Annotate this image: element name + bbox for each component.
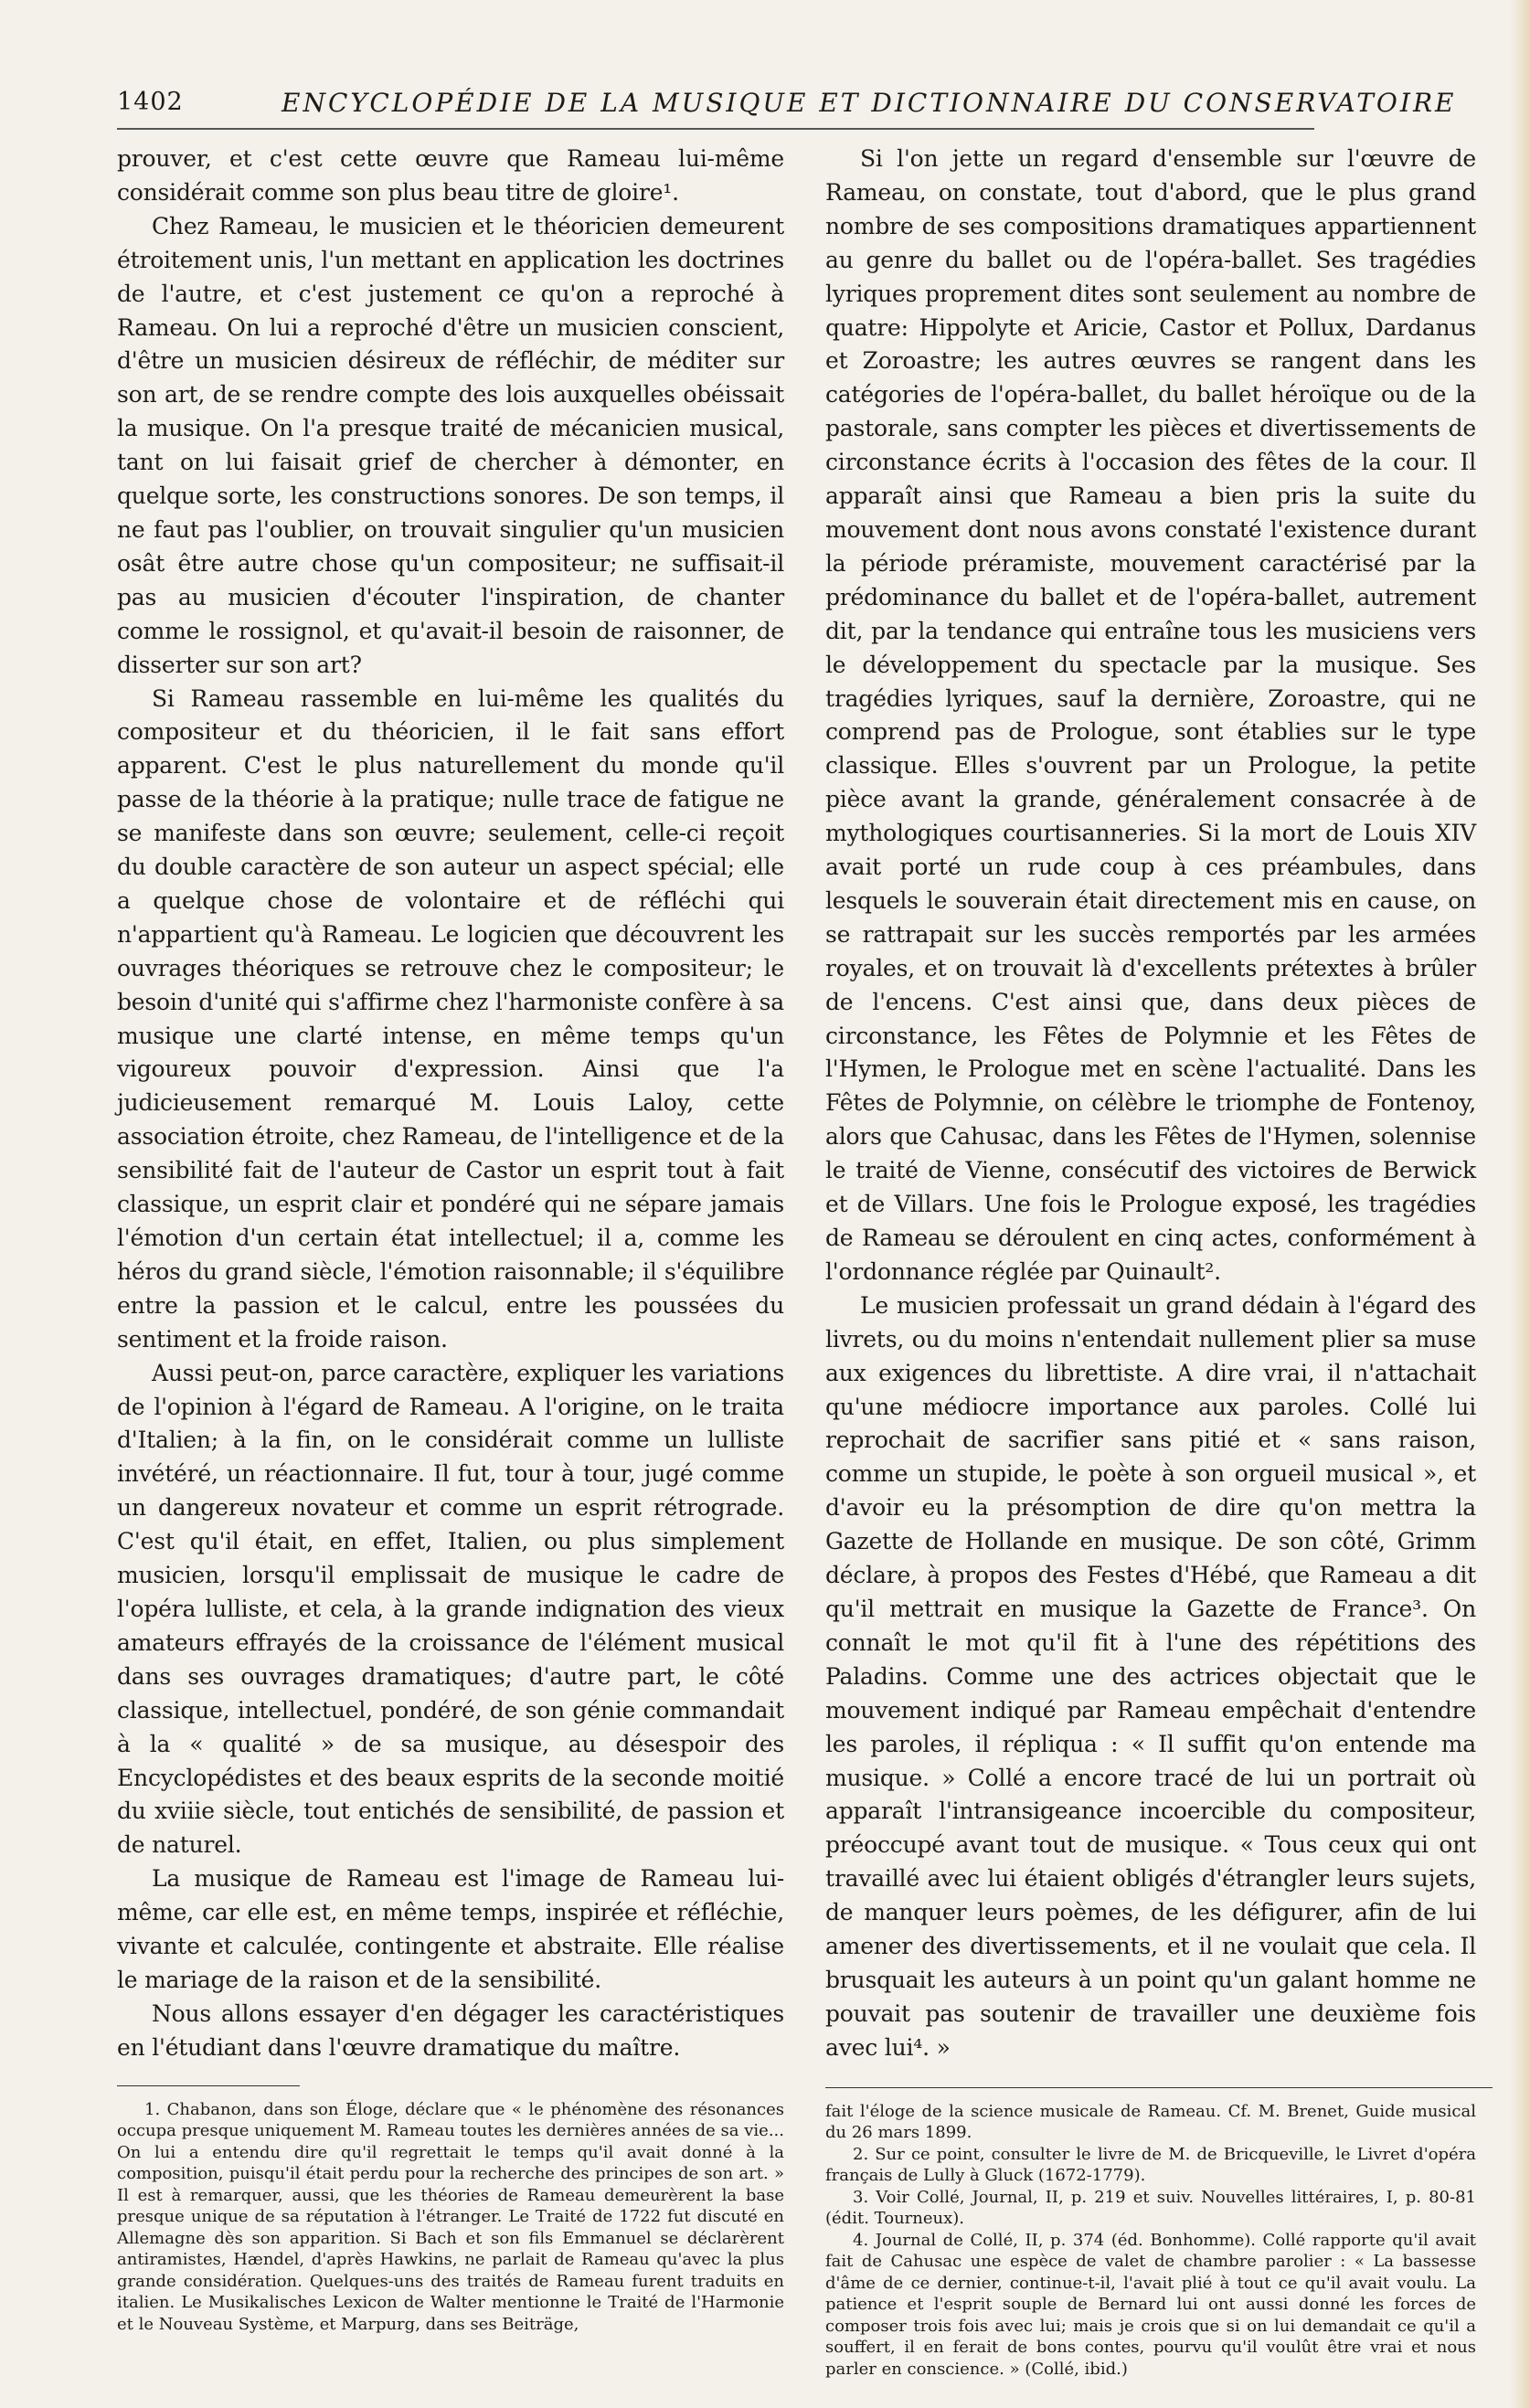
footnote-divider	[117, 2085, 300, 2086]
footnote: 1. Chabanon, dans son Éloge, déclare que « le phénomène des résonances occupa presque uniquement M. Rameau toutes les dernières années de sa vie... On lui a entendu dire qu'il regrettait le temps qu'il avait donné à la composition, puisqu'il était perdu pour la recherche des principes de son art. » Il est à remarquer, aussi, que les théories de Rameau demeurèrent la base presque unique de sa réputation à l'étranger. Le Traité de 1722 fut discuté en Allemagne dès son apparition. Si Bach et son fils Emmanuel se déclarèrent antiramistes, Hændel, d'après Hawkins, ne parlait de Rameau qu'avec la plus grande considération. Quelques-uns des traités de Rameau furent traduits en italien. Le Musikalisches Lexicon de Walter mentionne le Traité de l'Harmonie et le Nouveau Système, et Marpurg, dans ses Beiträge,	[117, 2099, 784, 2334]
left-footnotes	[117, 2099, 784, 2336]
paragraph: Aussi peut-on, parce caractère, expliquer les variations de l'opinion à l'égard de Rameau. A l'origine, on le traita d'Italien; à la fin, on le considérait comme un lulliste invétéré, un réactionnaire. Il fut, tour à tour, jugé comme un dangereux novateur et comme un esprit rétrograde. C'est qu'il était, en effet, Italien, ou plus simplement musicien, lorsqu'il emplissait de musique le cadre de l'opéra lulliste, et cela, à la grande indignation des vieux amateurs effrayés de la croissance de l'élément musical dans ses ouvrages dramatiques; d'autre part, le côté classique, intellectuel, pondéré, de son génie commandait à la « qualité » de sa musique, au désespoir des Encyclopédistes et des beaux esprits de la seconde moitié du xviiie siècle, tout entichés de sensibilité, de passion et de naturel.	[117, 1359, 784, 1859]
page-number: 1402	[117, 88, 184, 116]
paragraph: prouver, et c'est cette œuvre que Rameau lui-même considérait comme son plus beau titre de gloire¹.	[117, 145, 784, 206]
footnote-divider	[825, 2087, 1493, 2088]
page-edge-shading	[1510, 0, 1530, 2408]
paragraph: Chez Rameau, le musicien et le théoricien demeurent étroitement unis, l'un mettant en application les doctrines de l'autre, et c'est justement ce qu'on a reproché à Rameau. On lui a reproché d'être un musicien conscient, d'être un musicien désireux de réfléchir, de méditer sur son art, de se rendre compte des lois auxquelles obéissait la musique. On l'a presque traité de mécanicien musical, tant on lui faisait grief de chercher à démonter, en quelque sorte, les constructions sonores. De son temps, il ne faut pas l'oublier, on trouvait singulier qu'un musicien osât être autre chose qu'un compositeur; ne suffisait-il pas au musicien d'écouter l'inspiration, de chanter comme le rossignol, et qu'avait-il besoin de raisonner, de disserter sur son art?	[117, 212, 784, 678]
footnote: 4. Journal de Collé, II, p. 374 (éd. Bonhomme). Collé rapporte qu'il avait fait de Cahusac une espèce de valet de chambre parolier : « La bassesse d'âme de ce dernier, continue-t-il, l'avait plié à tout ce qu'il avait voulu. La patience et l'esprit souple de Bernard lui ont aussi donné les forces de composer trois fois avec lui; mais je crois que si on lui demandait ce qu'il a souffert, il en ferait de bons contes, pourvu qu'il voulût être vrai et nous parler en conscience. » (Collé, ibid.)	[825, 2230, 1476, 2379]
footnote: fait l'éloge de la science musicale de Rameau. Cf. M. Brenet, Guide musical du 26 mars 1899.	[825, 2101, 1476, 2143]
footnote: 2. Sur ce point, consulter le livre de M. de Bricqueville, le Livret d'opéra français de Lully à Gluck (1672-1779).	[825, 2144, 1476, 2186]
running-header	[117, 88, 1457, 130]
paragraph: Le musicien professait un grand dédain à l'égard des livrets, ou du moins n'entendait nullement plier sa muse aux exigences du librettiste. A dire vrai, il n'attachait qu'une médiocre importance aux paroles. Collé lui reprochait de sacrifier sans pitié et « sans raison, comme un stupide, le poète à son orgueil musical », et d'avoir eu la présomption de dire qu'on mettra la Gazette de Hollande en musique. De son côté, Grimm déclare, à propos des Festes d'Hébé, que Rameau a dit qu'il mettrait en musique la Gazette de France³. On connaît le mot qu'il fit à l'une des répétitions des Paladins. Comme une des actrices objectait que le mouvement indiqué par Rameau empêchait d'entendre les paroles, il répliqua : « Il suffit qu'on entende ma musique. » Collé a encore tracé de lui un portrait où apparaît l'intransigeance incoercible du compositeur, préoccupé avant tout de musique. « Tous ceux qui ont travaillé avec lui étaient obligés d'étrangler leurs sujets, de manquer leurs poèmes, de les défigurer, afin de lui amener des divertissements, et il ne voulait que cela. Il brusquait les auteurs à un point qu'un galant homme ne pouvait pas soutenir de travailler une deuxième fois avec lui⁴. »	[825, 1291, 1476, 2061]
paragraph: Si Rameau rassemble en lui-même les qualités du compositeur et du théoricien, il le fait sans effort apparent. C'est le plus naturellement du monde qu'il passe de la théorie à la pratique; nulle trace de fatigue ne se manifeste dans son œuvre; seulement, celle-ci reçoit du double caractère de son auteur un aspect spécial; elle a quelque chose de volontaire et de réfléchi qui n'appartient qu'à Rameau. Le logicien que découvrent les ouvrages théoriques se retrouve chez le compositeur; le besoin d'unité qui s'affirme chez l'harmoniste confère à sa musique une clarté intense, en même temps qu'un vigoureux pouvoir d'expression. Ainsi que l'a judicieusement remarqué M. Louis Laloy, cette association étroite, chez Rameau, de l'intelligence et de la sensibilité fait de l'auteur de Castor un esprit tout à fait classique, un esprit clair et pondéré qui ne sépare jamais l'émotion d'un certain état intellectuel; il a, comme les héros du grand siècle, l'émotion raisonnable; il s'équilibre entre la passion et le calcul, entre les poussées du sentiment et la froide raison.	[117, 684, 784, 1353]
paragraph: La musique de Rameau est l'image de Rameau lui-même, car elle est, en même temps, inspirée et réfléchie, vivante et calculée, contingente et abstraite. Elle réalise le mariage de la raison et de la sensibilité.	[117, 1865, 784, 1993]
left-column-body	[117, 143, 784, 2065]
paragraph: Nous allons essayer d'en dégager les caractéristiques en l'étudiant dans l'œuvre dramatique du maître.	[117, 2000, 784, 2061]
left-column	[117, 143, 784, 2335]
paragraph: Si l'on jette un regard d'ensemble sur l'œuvre de Rameau, on constate, tout d'abord, que le plus grand nombre de ses compositions dramatiques appartiennent au genre du ballet ou de l'opéra-ballet. Ses tragédies lyriques proprement dites sont seulement au nombre de quatre: Hippolyte et Aricie, Castor et Pollux, Dardanus et Zoroastre; les autres œuvres se rangent dans les catégories de l'opéra-ballet, du ballet héroïque ou de la pastorale, sans compter les pièces et divertissements de circonstance écrits à l'occasion des fêtes de la cour. Il apparaît ainsi que Rameau a bien pris la suite du mouvement dont nous avons constaté l'existence durant la période préramiste, mouvement caractérisé par la prédominance du ballet et de l'opéra-ballet, autrement dit, par la tendance qui entraîne tous les musiciens vers le développement du spectacle par la musique. Ses tragédies lyriques, sauf la dernière, Zoroastre, qui ne comprend pas de Prologue, sont établies sur le type classique. Elles s'ouvrent par un Prologue, la petite pièce avant la grande, généralement consacrée à de mythologiques courtisanneries. Si la mort de Louis XIV avait porté un rude coup à ces préambules, dans lesquels le souverain était directement mis en cause, on se rattrapait sur les succès remportés par les armées royales, et on trouvait là d'excellents prétextes à brûler de l'encens. C'est ainsi que, dans deux pièces de circonstance, les Fêtes de Polymnie et les Fêtes de l'Hymen, le Prologue met en scène l'actualité. Dans les Fêtes de Polymnie, on célèbre le triomphe de Fontenoy, alors que Cahusac, dans les Fêtes de l'Hymen, solennise le traité de Vienne, consécutif des victoires de Berwick et de Villars. Une fois le Prologue exposé, les tragédies de Rameau se déroulent en cinq actes, conformément à l'ordonnance réglée par Quinault².	[825, 145, 1476, 1285]
right-column	[825, 143, 1476, 2380]
right-footnotes	[825, 2101, 1476, 2381]
running-title: ENCYCLOPÉDIE DE LA MUSIQUE ET DICTIONNAIRE DU CONSERVATOIRE	[282, 88, 1457, 118]
footnote: 3. Voir Collé, Journal, II, p. 219 et suiv. Nouvelles littéraires, I, p. 80-81 (édit. Tourneux).	[825, 2187, 1476, 2229]
right-column-body	[825, 143, 1476, 2065]
